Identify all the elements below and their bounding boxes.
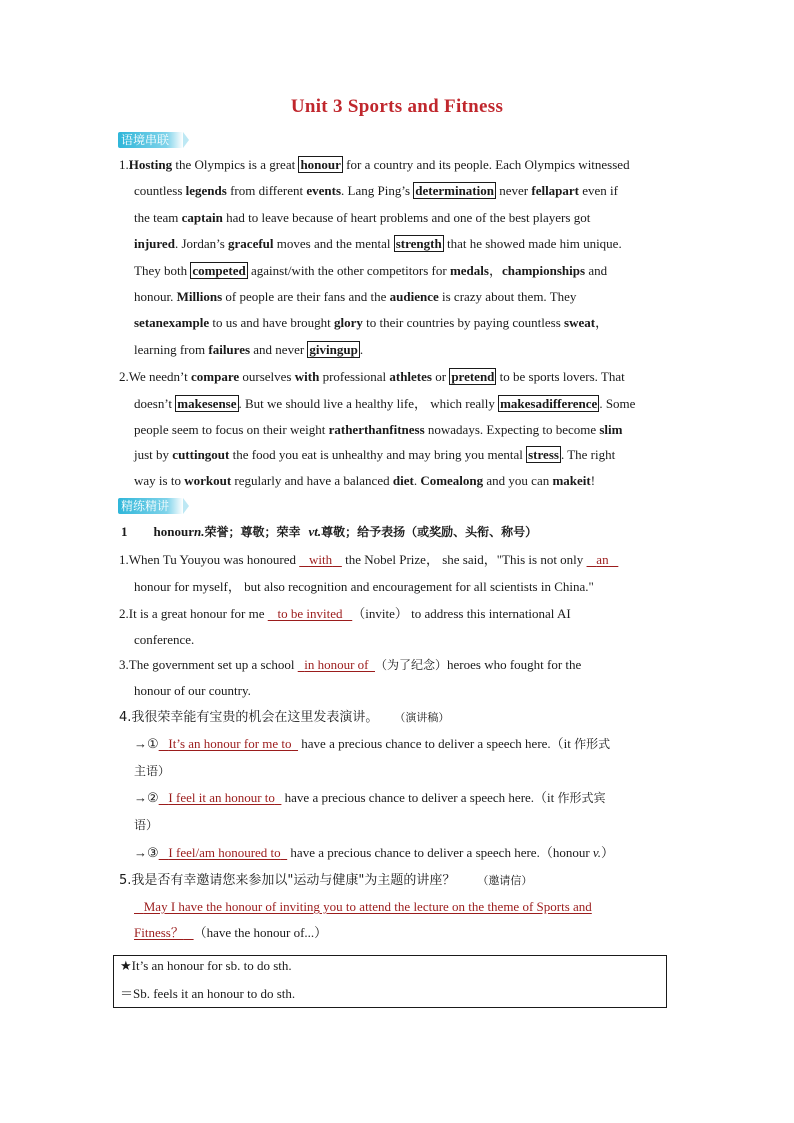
- p1-line6: honour. Millions of people are their fans and the audience is crazy about them. They: [134, 289, 577, 304]
- note-line-1: ★It’s an honour for sb. to do sth.: [120, 958, 292, 973]
- p1-line3: the team captain had to leave because of heart problems and one of the best players got: [134, 210, 591, 225]
- vocab-header: 1 honourn.荣誉；尊敬；荣幸 vt.尊敬；给予表扬（或奖励、头衔、称号）: [121, 524, 538, 539]
- keyword-box: pretend: [451, 369, 495, 384]
- p1-line2: countless legends from different events. Lang Ping’s determination never fellapart even if: [134, 183, 618, 198]
- keyword-box: makesadifference: [500, 396, 598, 411]
- answer-blank: It’s an honour for me to: [168, 736, 292, 751]
- answer-blank: Fitness？: [134, 925, 184, 940]
- section-tag-practice: 精练精讲: [118, 498, 183, 514]
- p1-line5: They both competed against/with the other competitors for medals，championships and: [134, 263, 608, 278]
- exercise-4-rewrite-1-cont: 主语）: [134, 764, 171, 778]
- exercise-4-rewrite-1: →① It’s an honour for me to have a precious chance to deliver a speech here.（it 作形式: [134, 736, 611, 751]
- exercise-5-answer-line1: [134, 898, 592, 916]
- exercise-3-line2: honour of our country.: [134, 683, 251, 698]
- exercise-4-rewrite-2-cont: 语）: [134, 818, 159, 832]
- note-box: [113, 955, 667, 1008]
- answer-blank: I feel it an honour to: [168, 790, 275, 805]
- answer-blank: May I have the honour of inviting you to attend the lecture on the theme of Sports and: [143, 899, 592, 914]
- p2-line1: 2.We needn’t compare ourselves with professional athletes or pretend to be sports lovers. That: [119, 369, 625, 384]
- p2-line2: doesn’t makesense . But we should live a healthy life， which really makesadifference . Some: [134, 396, 636, 411]
- keyword-box: strength: [395, 236, 442, 251]
- p2-line3: people seem to focus on their weight ratherthanfitness nowadays. Expecting to become slim: [134, 422, 623, 437]
- keyword-box: stress: [528, 447, 559, 462]
- p1-line1: 1.Hosting the Olympics is a great honour for a country and its people. Each Olympics witnessed: [119, 157, 630, 172]
- answer-blank: to be invited: [277, 606, 343, 621]
- p1-line7: setanexample to us and have brought glory to their countries by paying countless sweat，: [134, 315, 609, 330]
- p2-line5: way is to workout regularly and have a balanced diet. Comealong and you can makeit!: [134, 473, 596, 488]
- note-line-2: ＝Sb. feels it an honour to do sth.: [120, 986, 296, 1001]
- p1-line4: injured. Jordan’s graceful moves and the mental strength that he showed made him unique.: [134, 236, 622, 251]
- exercise-1-line2: honour for myself， but also recognition and encouragement for all scientists in China.": [134, 579, 594, 594]
- section-tag-context: 语境串联: [118, 132, 183, 148]
- exercise-5-answer-line2: Fitness？ （have the honour of...）: [134, 925, 328, 940]
- keyword-box: givingup: [309, 342, 358, 357]
- keyword-box: competed: [192, 263, 246, 278]
- keyword-box: determination: [415, 183, 494, 198]
- exercise-1-line1: 1.When Tu Youyou was honoured with the Nobel Prize， she said，"This is not only an: [119, 551, 618, 569]
- exercise-5-prompt: 5.我是否有幸邀请您来参加以"运动与健康"为主题的讲座？ （邀请信）: [119, 873, 533, 888]
- p2-line4: just by cuttingout the food you eat is unhealthy and may bring you mental stress . The right: [134, 447, 616, 462]
- exercise-4-rewrite-3: →③ I feel/am honoured to have a precious chance to deliver a speech here.（honour v.）: [134, 845, 614, 860]
- keyword-box: honour: [300, 157, 341, 172]
- p1-line8: learning from failures and never givingup .: [134, 342, 364, 357]
- answer-blank: an: [596, 552, 609, 567]
- exercise-2-line1: 2.It is a great honour for me to be invited （invite） to address this international AI: [119, 606, 571, 621]
- answer-blank: in honour of: [304, 657, 369, 672]
- answer-blank: I feel/am honoured to: [168, 845, 281, 860]
- exercise-4-prompt: 4.我很荣幸能有宝贵的机会在这里发表演讲。 （演讲稿）: [119, 710, 450, 725]
- page-title: Unit 3 Sports and Fitness: [290, 96, 504, 117]
- answer-blank: with: [308, 552, 333, 567]
- exercise-3-line1: 3.The government set up a school in honour of （为了纪念）heroes who fought for the: [119, 657, 582, 672]
- exercise-4-rewrite-2: →② I feel it an honour to have a precious chance to deliver a speech here.（it 作形式宾: [134, 790, 606, 805]
- keyword-box: makesense: [177, 396, 237, 411]
- exercise-2-line2: conference.: [134, 632, 195, 647]
